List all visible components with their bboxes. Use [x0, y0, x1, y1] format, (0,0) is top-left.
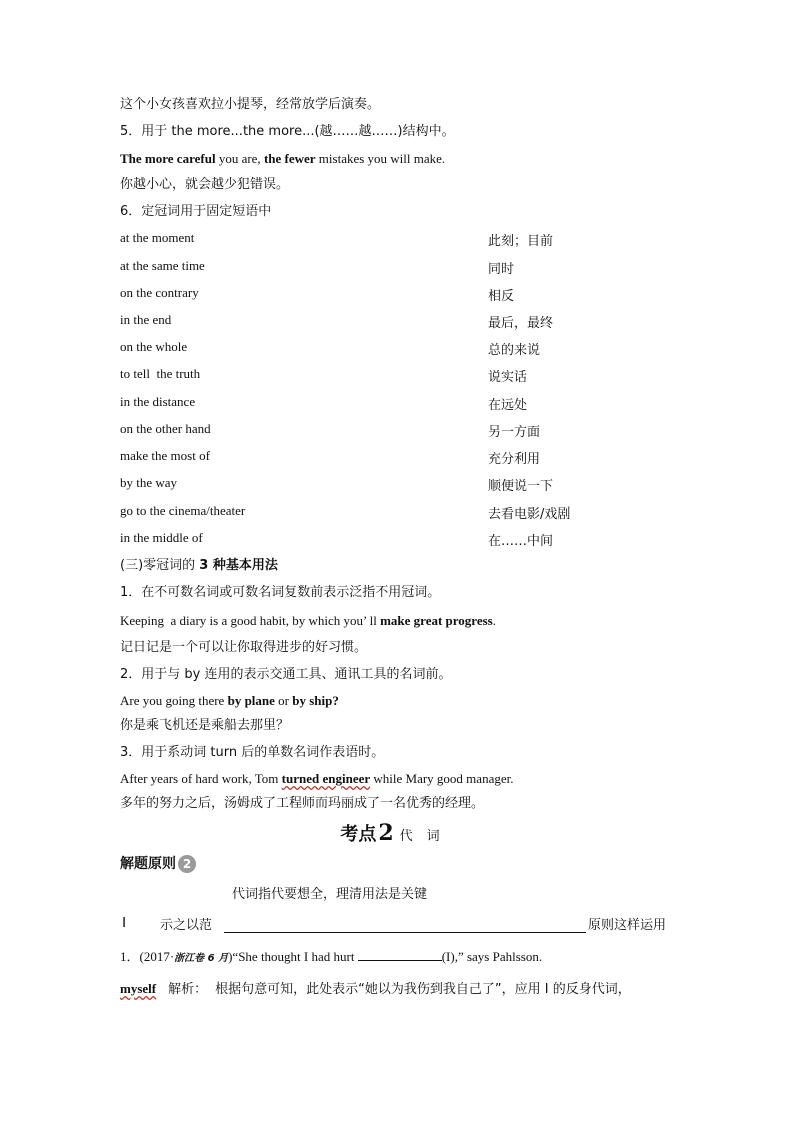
bold-phrase: make great progress: [380, 613, 493, 628]
question-1: [120, 948, 542, 968]
zero-rule-3-translation: 多年的努力之后，汤姆成了工程师而玛丽成了一名优秀的经理。: [120, 796, 485, 811]
phrase-zh: 去看电影/戏剧: [488, 507, 571, 522]
bold-phrase: by plane: [227, 693, 275, 708]
number-badge-icon: 2: [178, 855, 196, 873]
heading-text: (三)零冠词的: [120, 558, 200, 573]
bold-phrase: The more careful: [120, 151, 216, 166]
question-text: )“She thought I had hurt: [228, 949, 358, 964]
bold-phrase: turned engineer: [281, 771, 371, 786]
phrase-en: to tell the truth: [120, 366, 201, 381]
zero-rule-1: 1．在不可数名词或可数名词复数前表示泛指不用冠词。: [120, 585, 441, 600]
analysis-line: [120, 980, 631, 999]
question-text: (I),” says Pahlsson.: [441, 949, 543, 964]
section-heading: [0, 820, 794, 846]
phrase-en: in the middle of: [120, 530, 203, 545]
phrase-zh: 最后，最终: [488, 316, 554, 331]
zero-rule-1-translation: 记日记是一个可以让你取得进步的好习惯。: [120, 640, 368, 655]
phrase-en: on the whole: [120, 339, 188, 354]
principle-text: 代词指代要想全，理清用法是关键: [232, 887, 428, 902]
bold-phrase: the fewer: [263, 151, 316, 166]
bold-phrase: by ship?: [292, 693, 339, 708]
phrase-zh: 总的来说: [488, 343, 541, 358]
zero-rule-3: 3．用于系动词 turn 后的单数名词作表语时。: [120, 745, 385, 760]
phrase-en: by the way: [120, 475, 178, 490]
header-underline: [224, 932, 586, 933]
question-prefix: 1．(2017·: [120, 949, 175, 964]
section-title: 代词: [399, 829, 454, 844]
zero-rule-1-example: [120, 612, 496, 630]
phrase-zh: 顺便说一下: [488, 479, 554, 494]
rule-5-example: [120, 150, 445, 168]
section-label: 考点: [340, 824, 377, 845]
analysis-text: 根据句意可知，此处表示“她以为我伤到我自己了”，应用 I 的反身代词，: [215, 982, 631, 997]
phrase-zh: 另一方面: [488, 425, 541, 440]
roman-numeral: Ⅰ: [122, 916, 127, 931]
example-text: or: [274, 693, 293, 708]
zero-rule-2-translation: 你是乘飞机还是乘船去那里？: [120, 718, 290, 733]
phrase-en: in the end: [120, 312, 172, 327]
phrase-en: in the distance: [120, 394, 196, 409]
example-text: mistakes you will make.: [315, 151, 446, 166]
rule-6-heading: 6．定冠词用于固定短语中: [120, 204, 272, 219]
example-text: Keeping a diary is a good habit, by which you’ ll: [120, 613, 381, 628]
example-text: Are you going there: [120, 693, 228, 708]
question-source: 浙江卷 6 月: [174, 953, 229, 964]
section-number: 2: [378, 820, 394, 846]
phrase-zh: 相反: [488, 289, 515, 304]
principle-label-text: 解题原则: [120, 856, 176, 872]
zero-rule-3-example: [120, 770, 513, 788]
example-text: .: [492, 613, 496, 628]
phrase-zh: 在……中间: [488, 534, 554, 549]
zero-rule-2: 2．用于与 by 连用的表示交通工具、通讯工具的名词前。: [120, 667, 452, 682]
answer-blank[interactable]: [358, 960, 442, 961]
heading-bold: 3 种基本用法: [199, 558, 278, 573]
analysis-label: 解析：: [168, 982, 208, 997]
phrase-zh: 在远处: [488, 398, 528, 413]
zero-article-heading: [120, 557, 278, 575]
phrase-zh: 同时: [488, 262, 515, 277]
phrase-en: at the same time: [120, 258, 205, 273]
example-text: while Mary good manager.: [370, 771, 514, 786]
example-text: After years of hard work, Tom: [120, 771, 282, 786]
phrase-en: make the most of: [120, 448, 210, 463]
phrase-en: go to the cinema/theater: [120, 503, 246, 518]
rule-5-heading: 5．用于 the more...the more...(越……越……)结构中。: [120, 124, 455, 139]
phrase-en: on the contrary: [120, 285, 199, 300]
example-header-left: 示之以范: [160, 918, 213, 933]
phrase-en: at the moment: [120, 230, 195, 245]
example-text: you are,: [215, 151, 264, 166]
example-header-right: 原则这样运用: [588, 918, 667, 933]
phrase-zh: 说实话: [488, 370, 528, 385]
zero-rule-2-example: [120, 692, 339, 710]
text-line-1: 这个小女孩喜欢拉小提琴，经常放学后演奏。: [120, 97, 381, 112]
phrase-en: on the other hand: [120, 421, 211, 436]
phrase-zh: 此刻；目前: [488, 234, 554, 249]
phrase-zh: 充分利用: [488, 452, 541, 467]
principle-label: [120, 855, 196, 873]
rule-5-translation: 你越小心，就会越少犯错误。: [120, 177, 290, 192]
answer-text: myself: [120, 981, 157, 996]
